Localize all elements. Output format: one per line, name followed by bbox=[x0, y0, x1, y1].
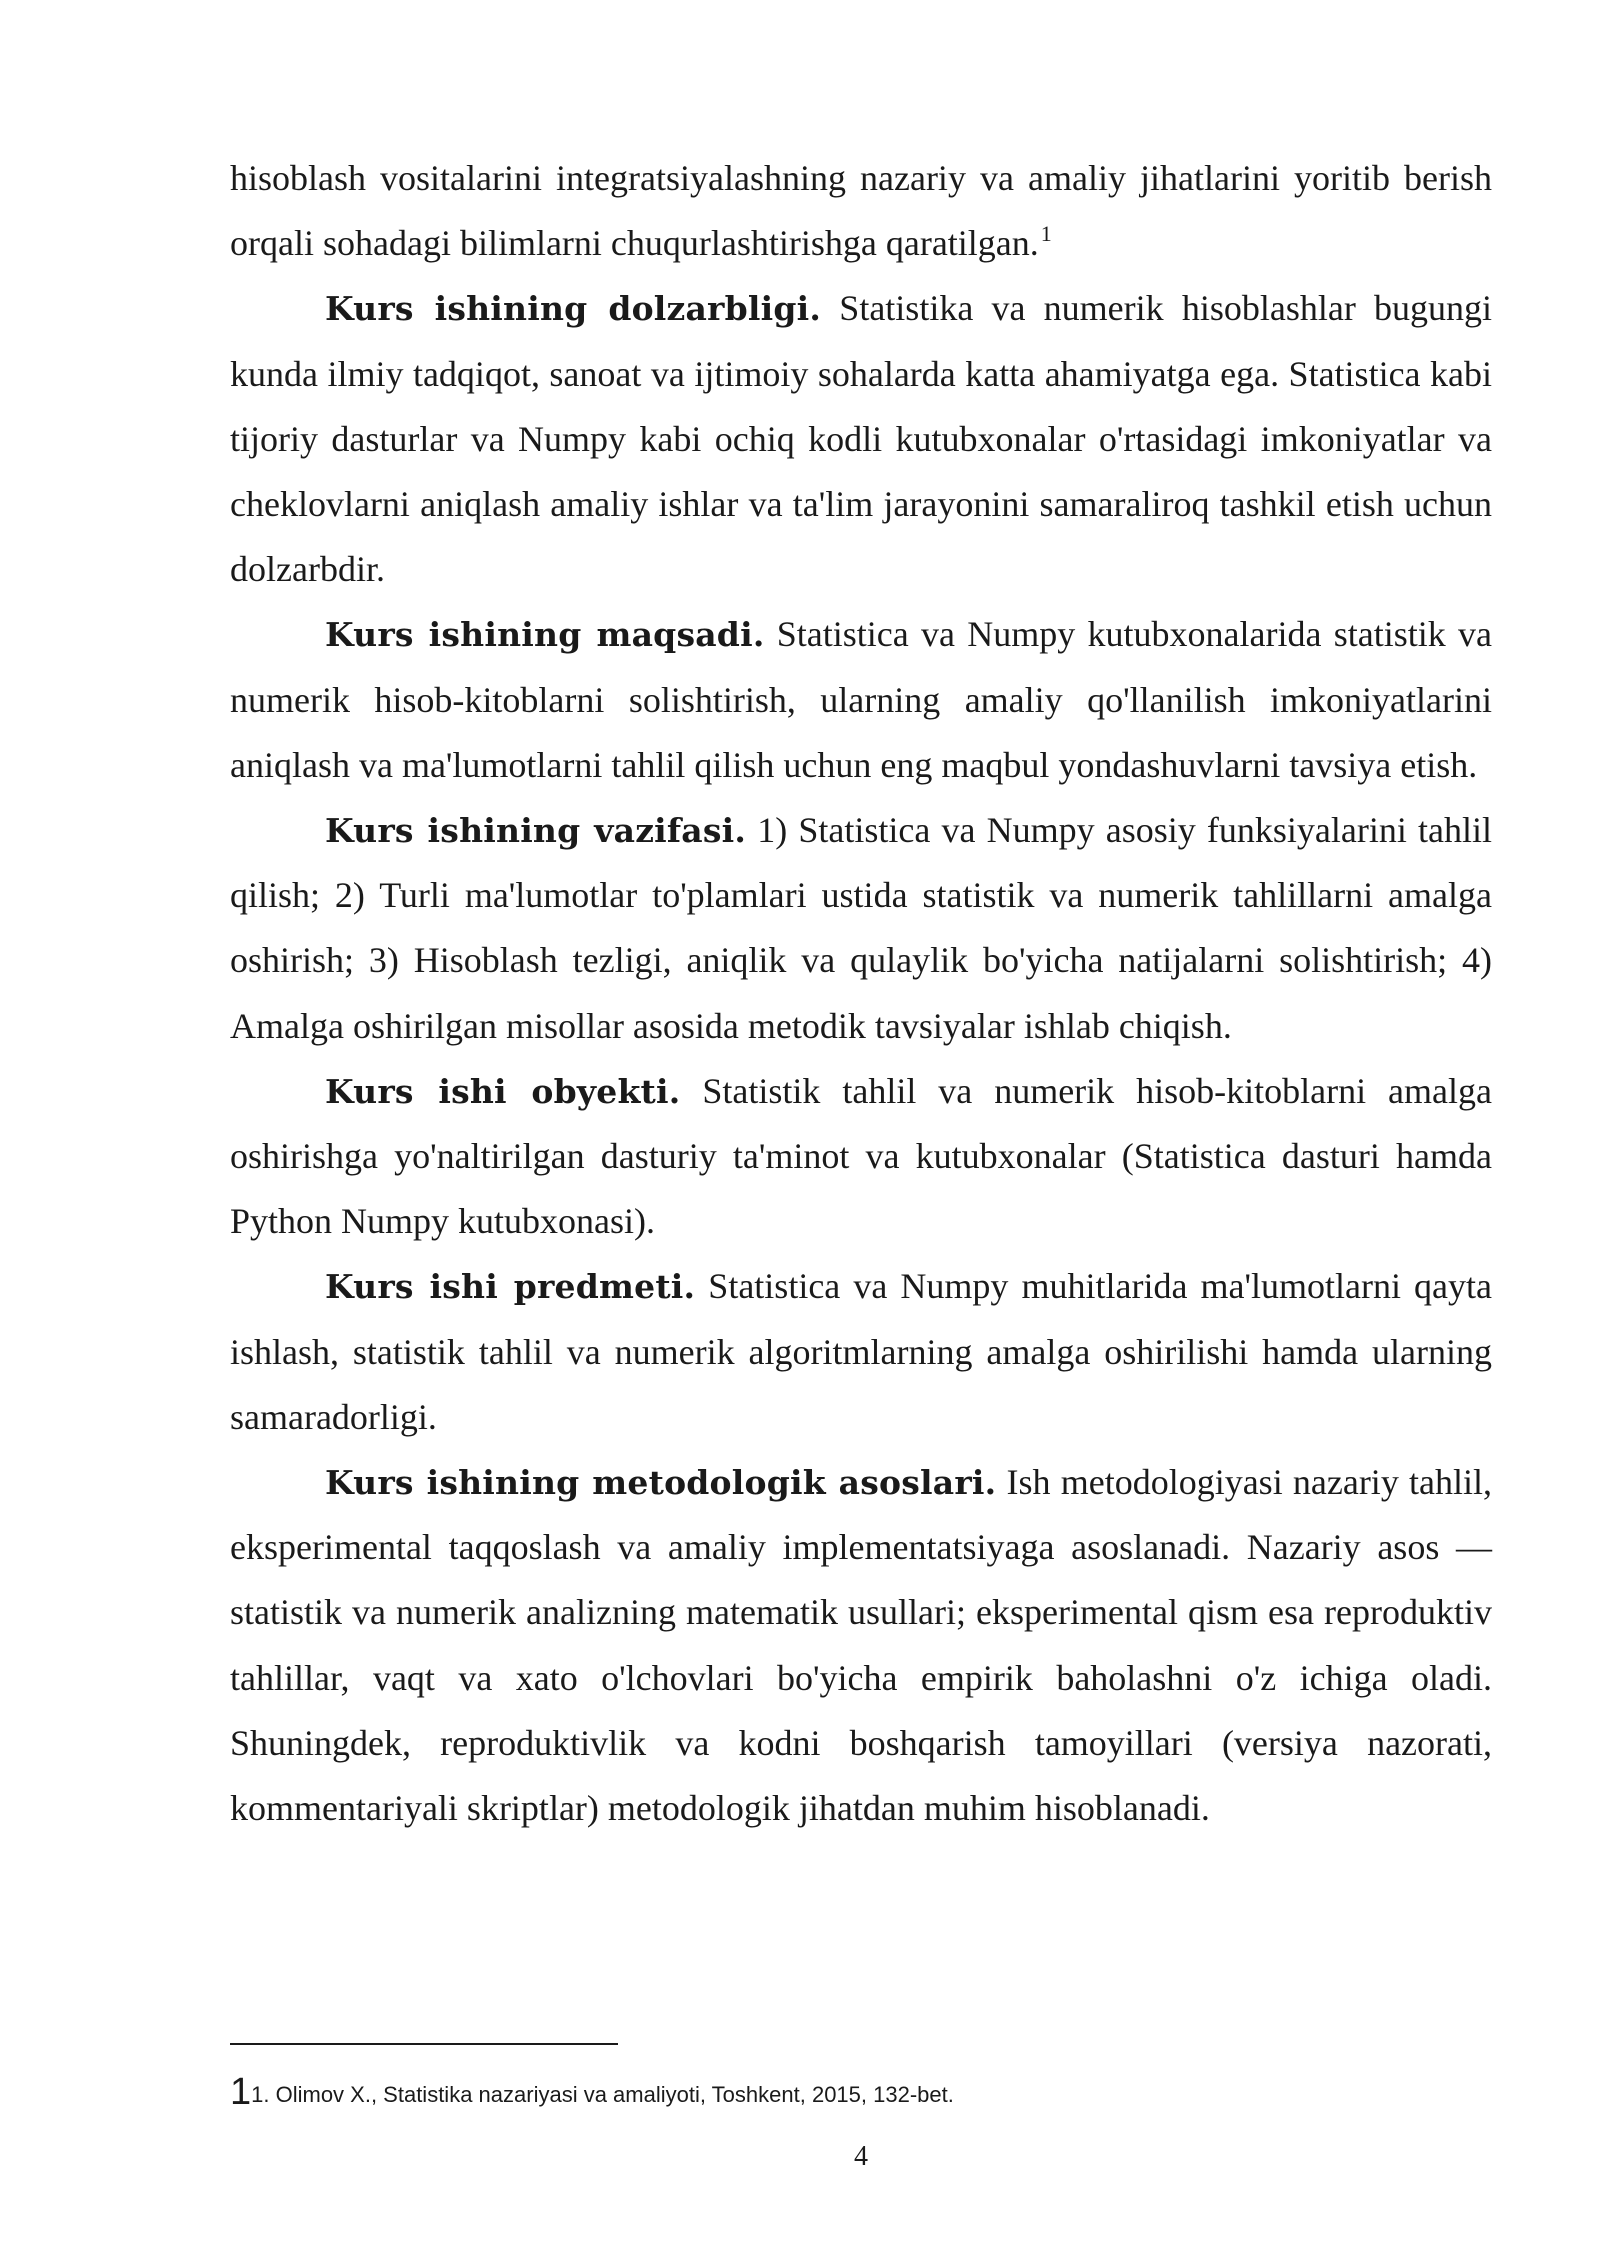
dolzarbligi-heading: Kurs ishining dolzarbligi. bbox=[325, 289, 822, 329]
footnote-separator bbox=[230, 2043, 618, 2045]
maqsadi-heading: Kurs ishining maqsadi. bbox=[325, 615, 765, 655]
footnote-reference[interactable]: 1 bbox=[1040, 221, 1052, 247]
obyekti-heading: Kurs ishi obyekti. bbox=[325, 1071, 681, 1111]
metodologik-heading: Kurs ishining metodologik asoslari. bbox=[325, 1463, 997, 1503]
predmeti-heading: Kurs ishi predmeti. bbox=[325, 1267, 696, 1307]
metodologik-paragraph bbox=[230, 1450, 1492, 1841]
vazifasi-heading: Kurs ishining vazifasi. bbox=[325, 811, 747, 851]
dolzarbligi-text: Statistika va numerik hisoblashlar bugungi kunda ilmiy tadqiqot, sanoat va ijtimoiy sohalarda katta ahamiyatga ega. Statistica kabi tijoriy dasturlar va Numpy kabi ochiq kodli kutubxonalar o'rtasidagi imkoniyatlar va cheklovlarni aniqlash amaliy ishlar va ta'lim jarayonini samaraliroq tashkil etish uchun dolzarbdir. bbox=[230, 288, 1493, 590]
document-body bbox=[230, 146, 1492, 1841]
metodologik-text: Ish metodologiyasi nazariy tahlil, eksperimental taqqoslash va amaliy implementatsiyaga asoslanadi. Nazariy asos — statistik va numerik analizning matematik usullari; eksperimental qism esa reproduktiv tahlillar, vaqt va xato o'lchovlari bo'yicha empirik baholashni o'z ichiga oladi. Shuningdek, reproduktivlik va kodni boshqarish tamoyillari (versiya nazorati, kommentariyali skriptlar) metodologik jihatdan muhim hisoblanadi. bbox=[230, 1462, 1492, 1829]
page-number: 4 bbox=[854, 2141, 868, 2172]
maqsadi-text: Statistica va Numpy kutubxonalarida statistik va numerik hisob-kitoblarni solishtirish, ularning amaliy qo'llanilish imkoniyatlarini aniqlash va ma'lumotlarni tahlil qilish uchun eng maqbul yondashuvlarni tavsiya etish. bbox=[230, 614, 1493, 785]
intro-paragraph bbox=[230, 146, 1492, 276]
vazifasi-text: 1) Statistica va Numpy asosiy funksiyalarini tahlil qilish; 2) Turli ma'lumotlar to'plamlari ustida statistik va numerik tahlillarni amalga oshirish; 3) Hisoblash tezligi, aniqlik va qulaylik bo'yicha natijalarni solishtirish; 4) Amalga oshirilgan misollar asosida metodik tavsiyalar ishlab chiqish. bbox=[230, 810, 1493, 1046]
intro-text: hisoblash vositalarini integratsiyalashning nazariy va amaliy jihatlarini yoritib berish orqali sohadagi bilimlarni chuqurlashtirishga qaratilgan. bbox=[230, 158, 1492, 264]
maqsadi-paragraph bbox=[230, 602, 1492, 798]
dolzarbligi-paragraph bbox=[230, 276, 1492, 602]
obyekti-text: Statistik tahlil va numerik hisob-kitoblarni amalga oshirishga yo'naltirilgan dasturiy ta'minot va kutubxonalar (Statistica dasturi hamda Python Numpy kutubxonasi). bbox=[230, 1070, 1492, 1242]
vazifasi-paragraph bbox=[230, 798, 1492, 1059]
obyekti-paragraph bbox=[230, 1059, 1492, 1255]
footnote-text: 1. Olimov X., Statistika nazariyasi va amaliyoti, Toshkent, 2015, 132-bet. bbox=[251, 2082, 954, 2107]
footnote bbox=[230, 2072, 1492, 2115]
predmeti-text: Statistica va Numpy muhitlarida ma'lumotlarni qayta ishlash, statistik tahlil va numerik algoritmlarning amalga oshirilishi hamda ularning samaradorligi. bbox=[230, 1266, 1493, 1437]
predmeti-paragraph bbox=[230, 1254, 1492, 1450]
footnote-number: 1 bbox=[230, 2071, 252, 2113]
